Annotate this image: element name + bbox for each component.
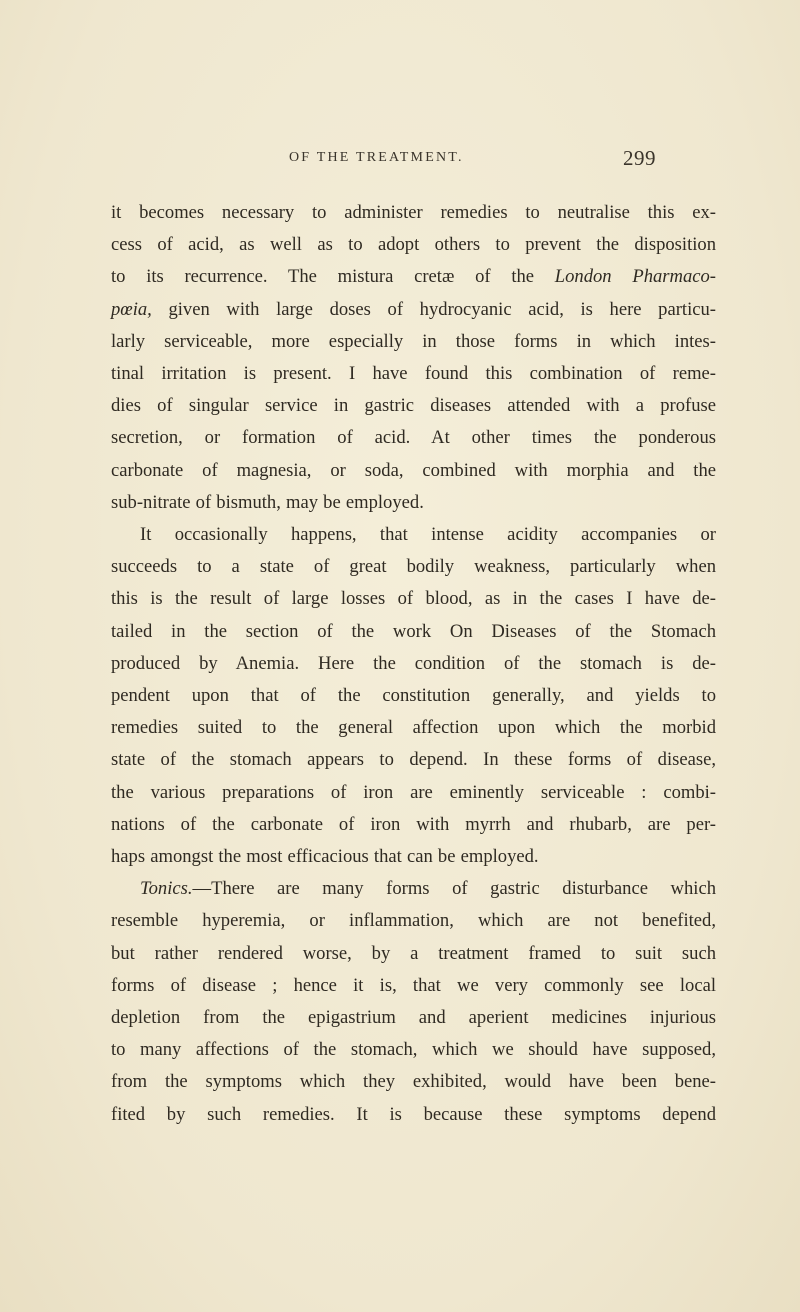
text-line: larly serviceable, more especially in those forms in which intes-	[111, 330, 716, 352]
text-line: to many affections of the stomach, which we should have supposed,	[111, 1039, 716, 1061]
italic-heading: Tonics.	[140, 878, 193, 900]
text-line: the various preparations of iron are eminently serviceable : combi-	[111, 781, 716, 803]
text-line: it becomes necessary to administer remedies to neutralise this ex-	[111, 202, 716, 223]
running-head	[0, 146, 800, 176]
text-line: nations of the carbonate of iron with myrrh and rhubarb, are per-	[111, 813, 716, 835]
text-line: cess of acid, as well as to adopt others to prevent the disposition	[111, 234, 716, 256]
text-line: fited by such remedies. It is because these symptoms depend	[111, 1103, 716, 1125]
text-line: depletion from the epigastrium and aperient medicines injurious	[111, 1007, 716, 1029]
text-fragment: —There are many forms of gastric disturbance which	[192, 878, 716, 900]
text-line: but rather rendered worse, by a treatment framed to suit such	[111, 942, 716, 964]
page-number: 299	[623, 146, 656, 170]
text-line: produced by Anemia. Here the condition of the stomach is de-	[111, 652, 716, 674]
paragraph-2	[111, 519, 716, 873]
text-line: tinal irritation is present. I have found this combination of reme-	[111, 363, 716, 385]
text-line: this is the result of large losses of blood, as in the cases I have de-	[111, 588, 716, 610]
text-line	[111, 261, 716, 293]
text-line: tailed in the section of the work On Diseases of the Stomach	[111, 620, 716, 642]
italic-title: pœia,	[111, 298, 152, 320]
text-line: forms of disease ; hence it is, that we very commonly see local	[111, 974, 716, 996]
text-fragment: to its recurrence. The mistura cretæ of the	[111, 266, 555, 288]
text-line: sub-nitrate of bismuth, may be employed.	[111, 491, 424, 513]
text-line	[111, 294, 716, 326]
text-line: from the symptoms which they exhibited, would have been bene-	[111, 1071, 716, 1093]
text-line: succeeds to a state of great bodily weakness, particularly when	[111, 556, 716, 578]
text-line: pendent upon that of the constitution generally, and yields to	[111, 685, 716, 707]
text-line	[111, 873, 716, 905]
text-line: haps amongst the most efficacious that can be employed.	[111, 846, 539, 868]
text-line: It occasionally happens, that intense acidity accompanies or	[140, 524, 716, 546]
text-line: dies of singular service in gastric diseases attended with a profuse	[111, 395, 716, 417]
body-text	[111, 197, 716, 1131]
text-line: carbonate of magnesia, or soda, combined with morphia and the	[111, 459, 716, 481]
paragraph-1	[111, 197, 716, 519]
text-line: remedies suited to the general affection upon which the morbid	[111, 717, 716, 739]
paragraph-3	[111, 873, 716, 1131]
text-line: state of the stomach appears to depend. In these forms of disease,	[111, 749, 716, 771]
text-line: resemble hyperemia, or inflammation, which are not benefited,	[111, 910, 716, 932]
text-line: secretion, or formation of acid. At other times the ponderous	[111, 427, 716, 449]
text-fragment: given with large doses of hydrocyanic acid, is here particu-	[151, 298, 716, 320]
italic-title: London Pharmaco-	[554, 266, 716, 288]
running-title: OF THE TREATMENT.	[289, 150, 464, 165]
